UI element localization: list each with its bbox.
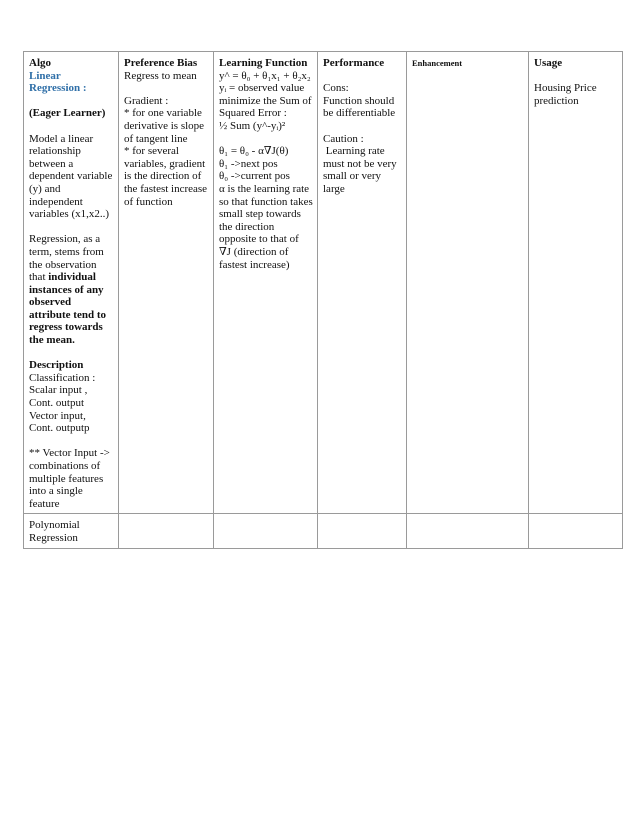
learning-function-cell <box>214 514 318 548</box>
description-line: Vector input, <box>29 409 86 422</box>
description-line: Scalar input , <box>29 384 88 397</box>
algo-cell <box>24 514 119 548</box>
ml-algorithms-table <box>23 51 623 549</box>
algo-origin <box>29 233 114 346</box>
header-enhancement: Enhancement <box>412 58 463 68</box>
description-line: Classification : <box>29 371 96 384</box>
enhancement-cell <box>407 514 529 548</box>
header-learning-function: Learning Function <box>219 57 308 69</box>
gradient-multi-variable: * for several variables, gradient is the direction of the fastest increase of function <box>124 145 208 208</box>
algo-name-cont: Regression : <box>29 82 87 95</box>
usage-cell <box>529 514 623 548</box>
header-preference-bias: Preference Bias <box>124 57 198 69</box>
algo-cell <box>24 52 119 514</box>
description-line: Cont. output <box>29 397 85 410</box>
algo-definition: Model a linear relationship between a dependent variable (y) and independent variables (x1,x2..) <box>29 132 113 221</box>
caution-label: Caution : <box>323 132 364 145</box>
vector-input-note: ** Vector Input -> combinations of multiple features into a single feature <box>29 447 110 510</box>
sse-formula: ½ Sum (y^-yᵢ)² <box>219 119 286 132</box>
header-usage: Usage <box>534 57 563 69</box>
origin-bold-text: individual instances of any observed attribute tend to regress towards the mean. <box>29 271 106 347</box>
cons-text: Function should be differentiable <box>323 94 396 120</box>
gradient-label: Gradient : <box>124 94 169 107</box>
update-rule: θ₁ = θ₀ - α∇J(θ) <box>219 145 289 158</box>
next-pos-note: θ₁ ->next pos <box>219 157 278 170</box>
header-algo: Algo <box>29 57 51 69</box>
current-pos-note: θ₀ ->current pos <box>219 170 290 183</box>
observed-value-note: yᵢ = observed value <box>219 82 305 95</box>
enhancement-cell <box>407 52 529 514</box>
algo-name: Linear <box>29 69 61 82</box>
origin-plain-text: Regression, as a term, stems from the observation that <box>29 233 104 284</box>
minimize-note: minimize the Sum of Squared Error : <box>219 94 312 120</box>
preference-bias-cell <box>119 514 214 548</box>
description-line: Cont. outputp <box>29 422 90 435</box>
hypothesis-equation: y^ = θ₀ + θ₁x₁ + θ₂x₂ <box>219 69 311 82</box>
description-label: Description <box>29 359 84 372</box>
header-performance: Performance <box>323 57 385 69</box>
table-row <box>24 514 623 548</box>
learner-type: (Eager Learner) <box>29 107 106 120</box>
usage-cell <box>529 52 623 514</box>
gradient-single-variable: * for one variable derivative is slope of tangent line <box>124 107 205 145</box>
algo-name: Polynomial Regression <box>29 519 80 544</box>
cons-label: Cons: <box>323 82 349 95</box>
caution-text: Learning rate must not be very small or very large <box>323 145 400 195</box>
table-row <box>24 52 623 514</box>
preference-bias-cell <box>119 52 214 514</box>
performance-cell <box>318 514 407 548</box>
preference-bias-summary: Regress to mean <box>124 69 197 82</box>
usage-text: Housing Price prediction <box>534 82 597 107</box>
performance-cell <box>318 52 407 514</box>
learning-function-cell <box>214 52 318 514</box>
learning-rate-note: α is the learning rate so that function takes small step towards the direction opposite to that of ∇J (direction of fastest increase) <box>219 182 313 271</box>
